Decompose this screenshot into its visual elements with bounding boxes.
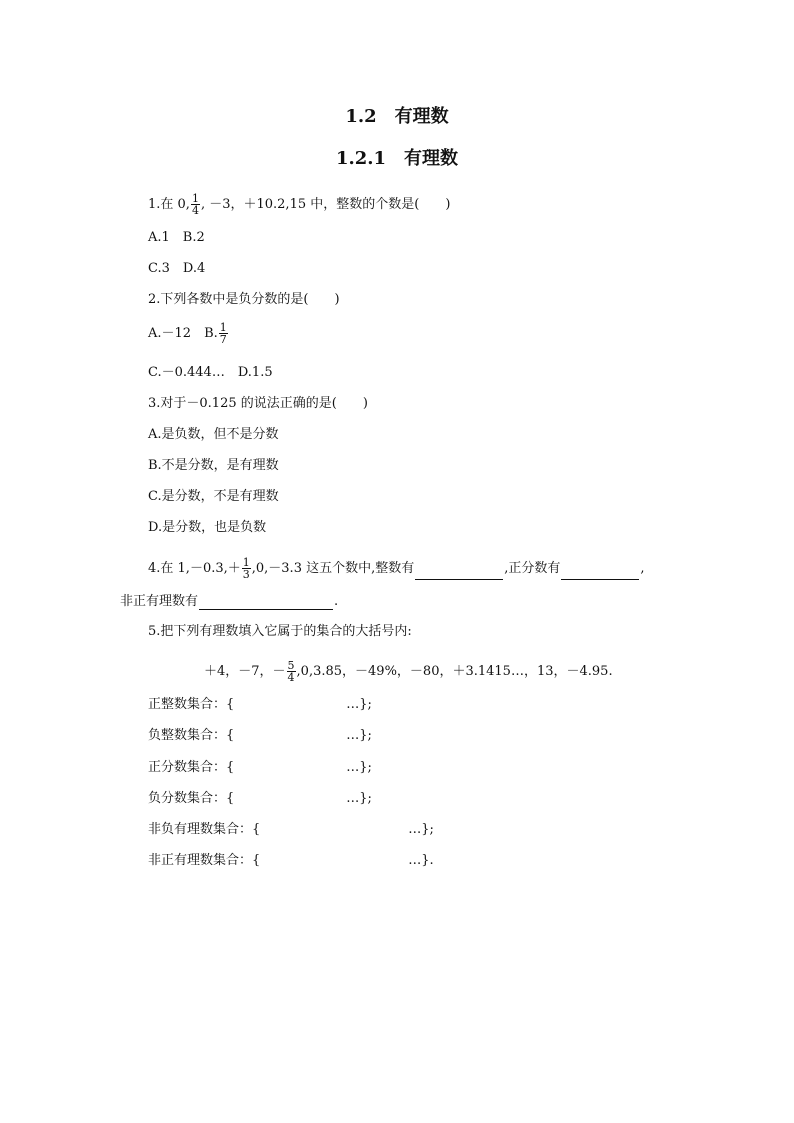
question-2-options-ab	[148, 322, 229, 345]
set-label: 负整数集合：{	[148, 728, 235, 743]
question-3-option-c: C.是分数，不是有理数	[148, 489, 279, 504]
set-close: …};	[346, 791, 372, 806]
fraction-numerator: 1	[219, 321, 227, 334]
answer-blank-non-positive-rationals[interactable]	[199, 596, 333, 610]
page-title: 1.2 有理数	[345, 106, 449, 127]
question-3-option-b: B.不是分数，是有理数	[148, 458, 279, 473]
section-title: 1.2.1 有理数	[335, 148, 459, 169]
set-label: 负分数集合：{	[148, 791, 235, 806]
question-1-prefix: 1.在 0,	[148, 197, 190, 212]
question-1-options-ab: A.1 B.2	[148, 230, 205, 245]
question-5-number-list	[204, 660, 613, 683]
set-close: …};	[346, 760, 372, 775]
set-close: …};	[408, 822, 434, 837]
question-3-stem: 3.对于－0.125 的说法正确的是( )	[148, 396, 368, 411]
set-row-negative-integers	[148, 728, 372, 744]
question-2-option-ab-text: A.－12 B.	[148, 326, 218, 341]
set-label: 非正有理数集合：{	[148, 853, 261, 868]
set-label: 正整数集合：{	[148, 697, 235, 712]
set-row-non-negative-rationals	[148, 822, 434, 838]
question-3-option-a: A.是负数，但不是分数	[148, 427, 279, 442]
fraction-denominator: 4	[287, 671, 295, 684]
set-close: …};	[346, 728, 372, 743]
fraction-one-third	[242, 557, 251, 580]
fraction-one-quarter	[191, 193, 200, 216]
question-2-options-cd: C.－0.444… D.1.5	[148, 365, 273, 380]
number-list-start: ＋4，－7，－	[204, 664, 286, 679]
question-1-suffix: , －3，＋10.2,15 中，整数的个数是( )	[200, 197, 451, 212]
number-list-end: ,0,3.85，－49%，－80，＋3.1415…，13，－4.95.	[296, 664, 613, 679]
fraction-denominator: 7	[219, 333, 227, 346]
set-label: 非负有理数集合：{	[148, 822, 261, 837]
question-1-options-cd: C.3 D.4	[148, 261, 206, 276]
fraction-one-seventh	[219, 322, 228, 345]
fraction-five-quarters	[287, 660, 296, 683]
set-label: 正分数集合：{	[148, 760, 235, 775]
question-4-prefix: 4.在 1,－0.3,＋	[148, 561, 241, 576]
question-4-line-2-end: .	[334, 594, 339, 609]
fraction-denominator: 3	[242, 568, 250, 581]
question-4-line-2	[120, 594, 338, 610]
set-close: …};	[346, 697, 372, 712]
set-row-non-positive-rationals	[148, 853, 434, 869]
question-4-line-1-end: ,	[640, 561, 645, 576]
question-1-stem	[148, 193, 450, 216]
question-4-mid-text-2: ,正分数有	[504, 561, 561, 576]
fraction-numerator: 5	[287, 659, 295, 672]
set-row-positive-fractions	[148, 760, 372, 776]
fraction-numerator: 1	[242, 556, 250, 569]
answer-blank-integers[interactable]	[415, 566, 503, 580]
set-row-negative-fractions	[148, 791, 372, 807]
answer-blank-positive-fractions[interactable]	[561, 566, 639, 580]
question-4-line-1	[148, 557, 645, 580]
set-close: …}.	[408, 853, 434, 868]
question-2-stem: 2.下列各数中是负分数的是( )	[148, 292, 340, 307]
question-4-line-2-text: 非正有理数有	[120, 594, 199, 609]
question-5-stem: 5.把下列有理数填入它属于的集合的大括号内:	[148, 624, 412, 639]
question-4-mid-text: ,0,－3.3 这五个数中,整数有	[251, 561, 415, 576]
question-3-option-d: D.是分数，也是负数	[148, 520, 267, 535]
fraction-numerator: 1	[191, 192, 199, 205]
fraction-denominator: 4	[191, 204, 199, 217]
set-row-positive-integers	[148, 697, 372, 713]
